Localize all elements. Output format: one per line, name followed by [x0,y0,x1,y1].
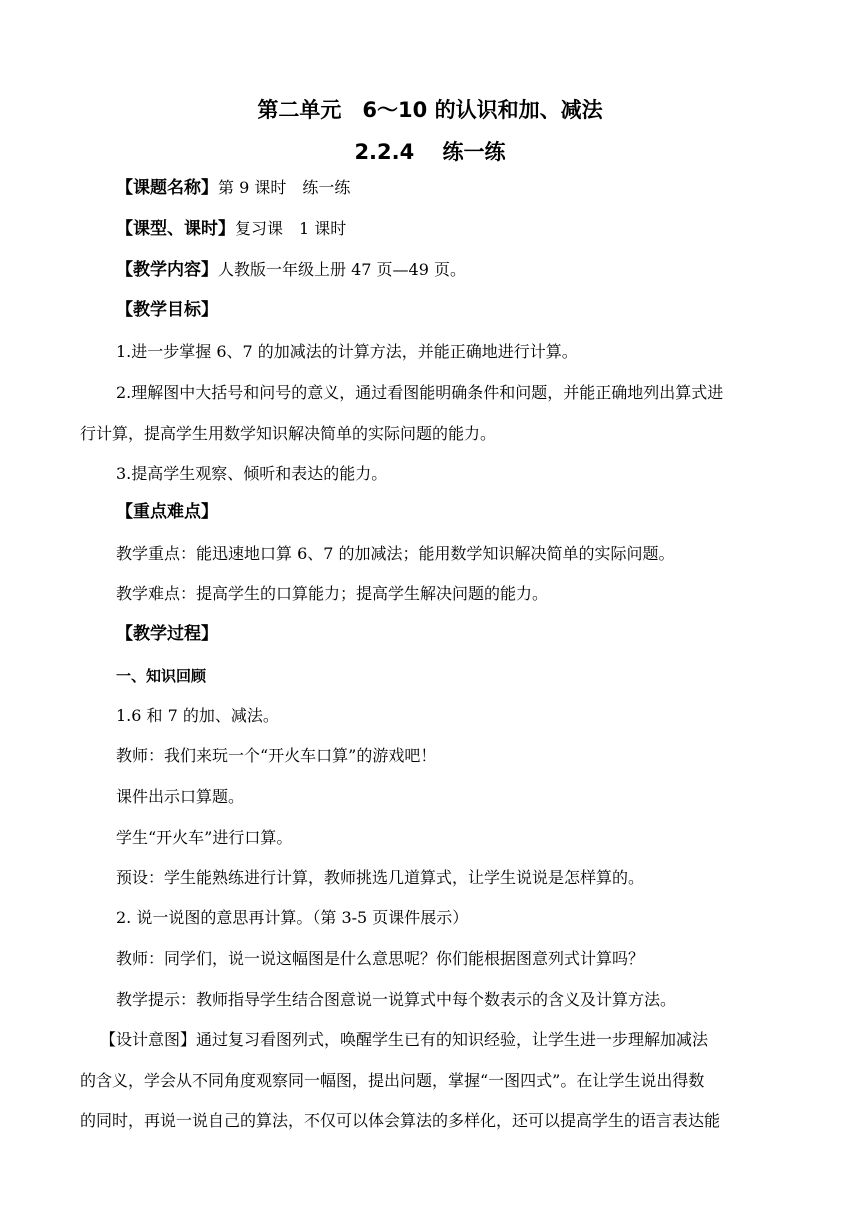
process-item: 教师：我们来玩一个“开火车口算”的游戏吧！ [116,746,437,765]
meta-label: 【课题名称】 [116,178,218,198]
process-item: 1.6 和 7 的加、减法。 [116,706,279,725]
keypoint-item: 教学重点：能迅速地口算 6、7 的加减法；能用数学知识解决简单的实际问题。 [116,544,675,563]
goal-item: 1.进一步掌握 6、7 的加减法的计算方法，并能正确地进行计算。 [116,342,578,361]
keypoints-heading: 【重点难点】 [116,502,218,522]
process-item: 预设：学生能熟练进行计算，教师挑选几道算式，让学生说说是怎样算的。 [116,868,645,887]
meta-label: 【课型、课时】 [116,219,235,239]
design-text-line: 的含义，学会从不同角度观察同一幅图，提出问题，掌握“一图四式”。在让学生说出得数 [80,1071,705,1090]
design-label: 【设计意图】 [100,1030,197,1049]
goal-item: 3.提高学生观察、倾听和表达的能力。 [116,464,388,483]
meta-content [116,260,816,280]
keypoint-item: 教学难点：提高学生的口算能力；提高学生解决问题的能力。 [116,584,549,603]
meta-label: 【教学内容】 [116,260,218,280]
design-text-line: 的同时，再说一说自己的算法，不仅可以体会算法的多样化，还可以提高学生的语言表达能 [80,1111,721,1130]
section-heading: 一、知识回顾 [116,667,207,685]
design-text: 通过复习看图列式，唤醒学生已有的知识经验，让学生进一步理解加减法 [196,1030,709,1049]
meta-value: 复习课 1 课时 [235,219,347,238]
goals-heading: 【教学目标】 [116,300,218,320]
goal-item: 2.理解图中大括号和问号的意义，通过看图能明确条件和问题，并能正确地列出算式进 [116,383,724,402]
process-item: 教师：同学们，说一说这幅图是什么意思呢？你们能根据图意列式计算吗？ [116,949,645,968]
unit-title: 第二单元 6～10 的认识和加、减法 [257,98,603,122]
meta-lesson-name [116,178,816,198]
process-heading: 【教学过程】 [116,624,218,644]
meta-value: 第 9 课时 练一练 [218,178,351,197]
design-intent [100,1030,780,1050]
process-item: 教学提示：教师指导学生结合图意说一说算式中每个数表示的含义及计算方法。 [116,990,677,1009]
lesson-title: 2.2.4 练一练 [354,140,506,164]
process-item: 课件出示口算题。 [116,787,245,806]
meta-value: 人教版一年级上册 47 页—49 页。 [218,260,466,279]
goal-item-continuation: 行计算，提高学生用数学知识解决简单的实际问题的能力。 [80,424,497,443]
process-item: 学生“开火车”进行口算。 [116,828,293,847]
process-item: 2. 说一说图的意思再计算。（第 3-5 页课件展示） [116,908,469,927]
meta-lesson-type [116,219,816,239]
